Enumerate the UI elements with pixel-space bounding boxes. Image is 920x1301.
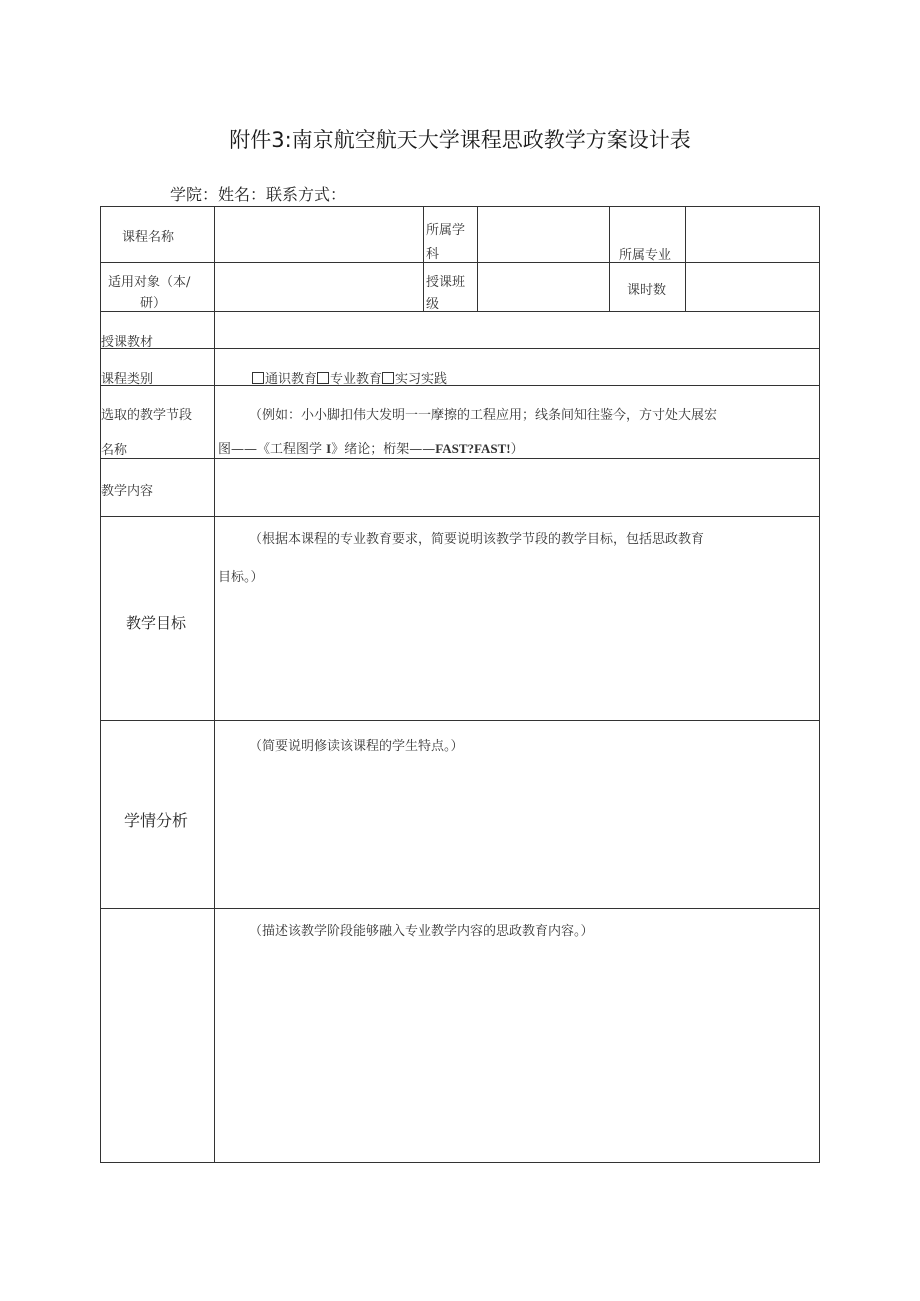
goal-label: 教学目标 [126,614,187,632]
course-name-label: 课程名称 [122,230,175,245]
subject-label-line2: 科 [426,247,440,262]
content-field[interactable] [215,459,819,516]
segment-example-line2: 图——《工程图学 I》绪论；桁架——FAST?FAST!） [218,441,524,457]
audience-field[interactable] [215,263,423,311]
checkbox-practice[interactable] [382,372,394,384]
subject-label-line1: 所属学 [426,223,466,238]
hours-label: 课时数 [627,283,667,298]
goal-hint-line1: （根据本课程的专业教育要求，简要说明该教学节段的教学目标，包括思政教育 [249,532,705,547]
audience-label-line2: 研） [140,296,167,311]
major-label: 所属专业 [619,248,672,263]
hours-field[interactable] [686,263,819,311]
class-label-line1: 授课班 [426,275,466,290]
course-name-field[interactable] [215,207,423,262]
meta-line: 学院：姓名：联系方式： [170,185,347,204]
textbook-field[interactable] [215,312,819,348]
textbook-label: 授课教材 [101,335,154,350]
ideology-hint: （描述该教学阶段能够融入专业教学内容的思政教育内容。） [249,924,594,939]
category-label: 课程类别 [101,372,154,387]
class-label-line2: 级 [426,297,440,312]
analysis-label: 学情分析 [124,811,189,830]
ideology-field[interactable] [215,909,819,1162]
option-general: 通识教育 [265,372,318,387]
checkbox-general[interactable] [252,372,264,384]
audience-label-line1: 适用对象（本/ [108,275,191,290]
segment-example-line1: （例如：小小脚扣伟大发明一一摩擦的工程应用；线条间知往鉴今，方寸处大展宏 [249,408,718,423]
option-practice: 实习实践 [395,372,448,387]
segment-label-line2: 名称 [101,443,128,458]
content-label: 教学内容 [101,484,154,499]
checkbox-major[interactable] [317,372,329,384]
subject-field[interactable] [478,207,609,262]
major-field[interactable] [686,207,819,262]
analysis-hint: （简要说明修读该课程的学生特点。） [249,739,464,754]
category-options [252,368,447,387]
page-title: 附件3:南京航空航天大学课程思政教学方案设计表 [229,128,691,152]
class-field[interactable] [478,263,609,311]
segment-label-line1: 选取的教学节段 [101,408,193,423]
option-major: 专业教育 [330,372,383,387]
goal-hint-line2: 目标。） [218,570,264,585]
